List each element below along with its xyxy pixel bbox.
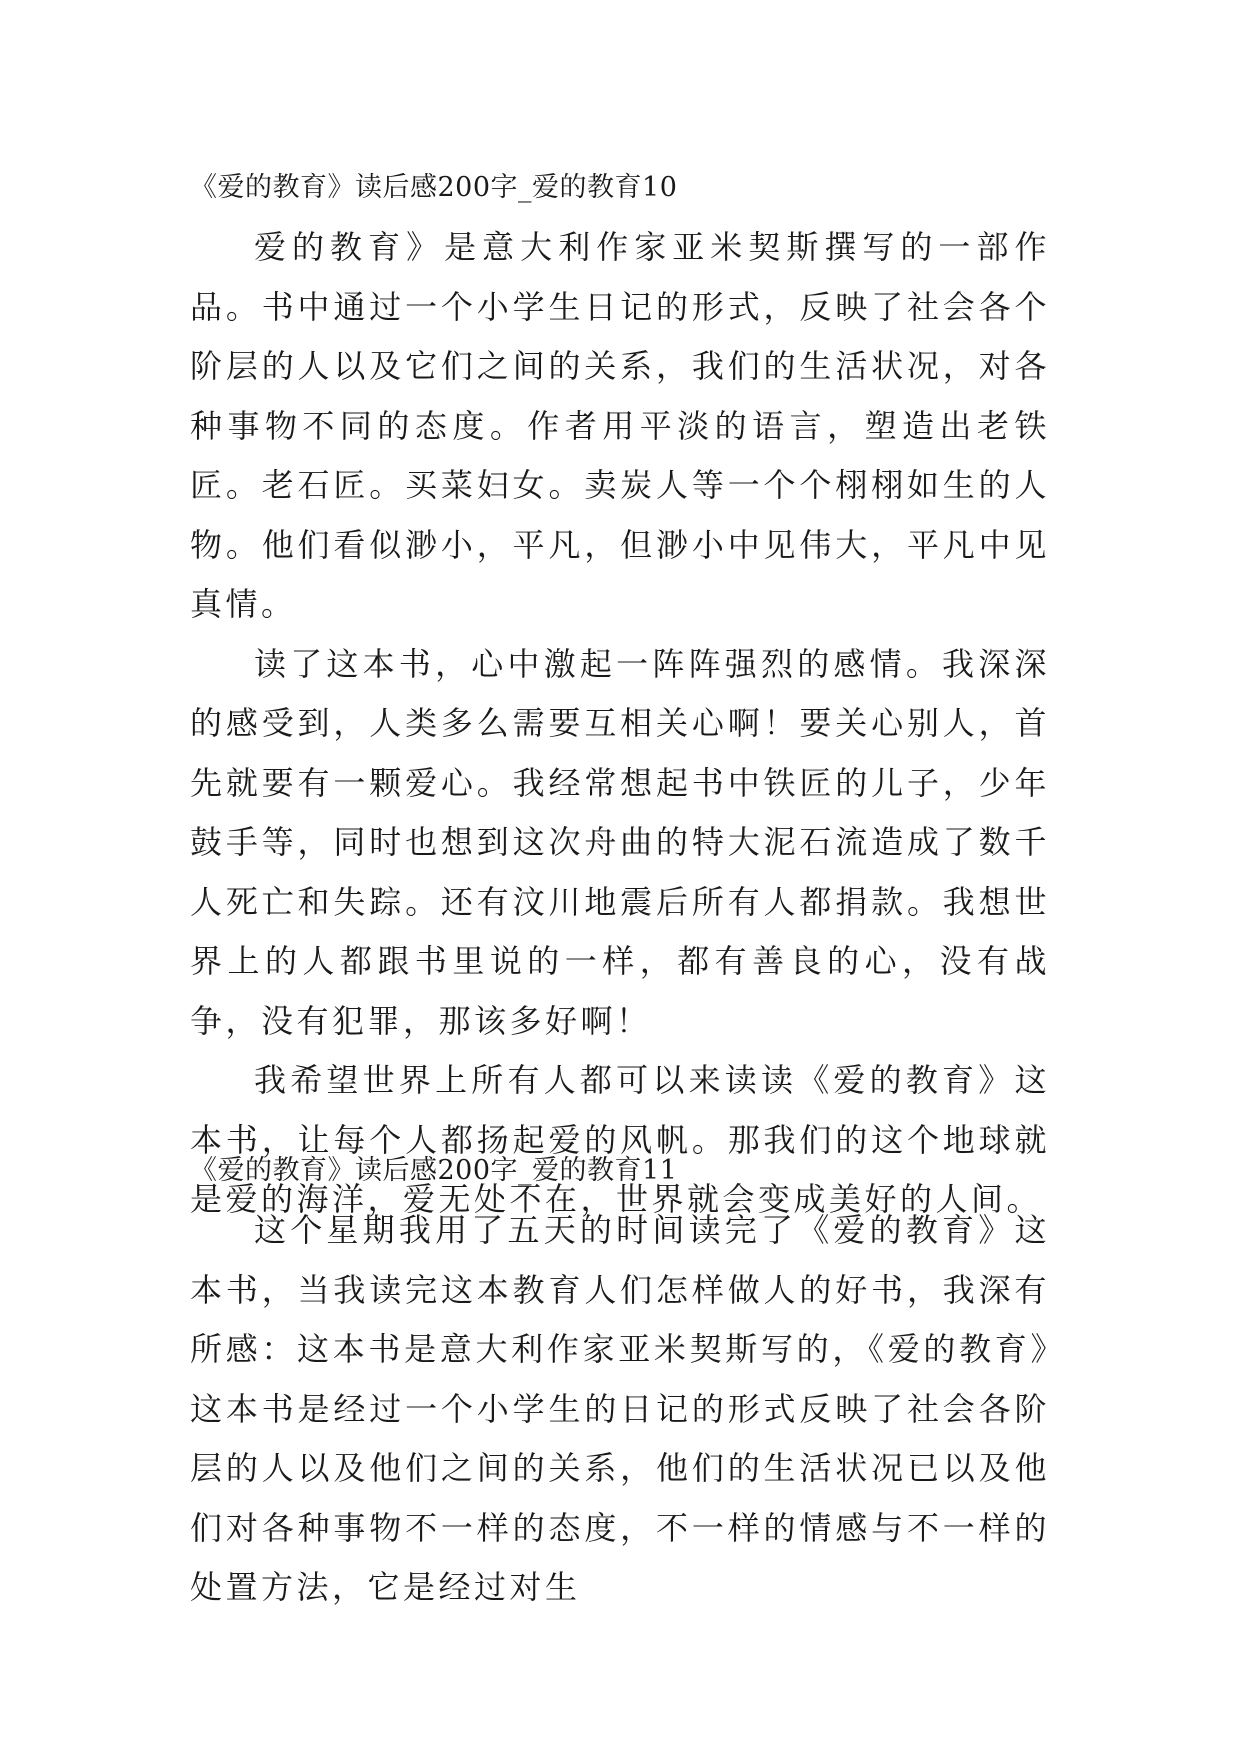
essay-section	[190, 1141, 1050, 1618]
paragraph: 爱的教育》是意大利作家亚米契斯撰写的一部作品。书中通过一个小学生日记的形式，反映了社会各个阶层的人以及它们之间的关系，我们的生活状况，对各种事物不同的态度。作者用平淡的语言，塑造出老铁匠。老石匠。买菜妇女。卖炭人等一个个栩栩如生的人物。他们看似渺小，平凡，但渺小中见伟大，平凡中见真情。	[190, 228, 1050, 623]
essay-section	[190, 158, 1050, 1230]
paragraph: 读了这本书，心中激起一阵阵强烈的感情。我深深的感受到，人类多么需要互相关心啊！要关心别人，首先就要有一颗爱心。我经常想起书中铁匠的儿子，少年鼓手等，同时也想到这次舟曲的特大泥石流造成了数千人死亡和失踪。还有汶川地震后所有人都捐款。我想世界上的人都跟书里说的一样，都有善良的心，没有战争，没有犯罪，那该多好啊！	[190, 644, 1050, 1040]
section-heading: 《爱的教育》读后感200字_爱的教育11	[190, 1155, 678, 1186]
paragraph: 我希望世界上所有人都可以来读读《爱的教育》这本书，让每个人都扬起爱的风帆。那我们的这个地球就是爱的海洋，爱无处不在，世界就会变成美好的人间。	[190, 1061, 1050, 1218]
paragraph: 这个星期我用了五天的时间读完了《爱的教育》这本书，当我读完这本教育人们怎样做人的好书，我深有所感：这本书是意大利作家亚米契斯写的，《爱的教育》这本书是经过一个小学生的日记的形式反映了社会各阶层的人以及他们之间的关系，他们的生活状况已以及他们对各种事物不一样的态度，不一样的情感与不一样的处置方法，它是经过对生	[190, 1211, 1050, 1606]
section-heading: 《爱的教育》读后感200字_爱的教育10	[190, 172, 678, 203]
